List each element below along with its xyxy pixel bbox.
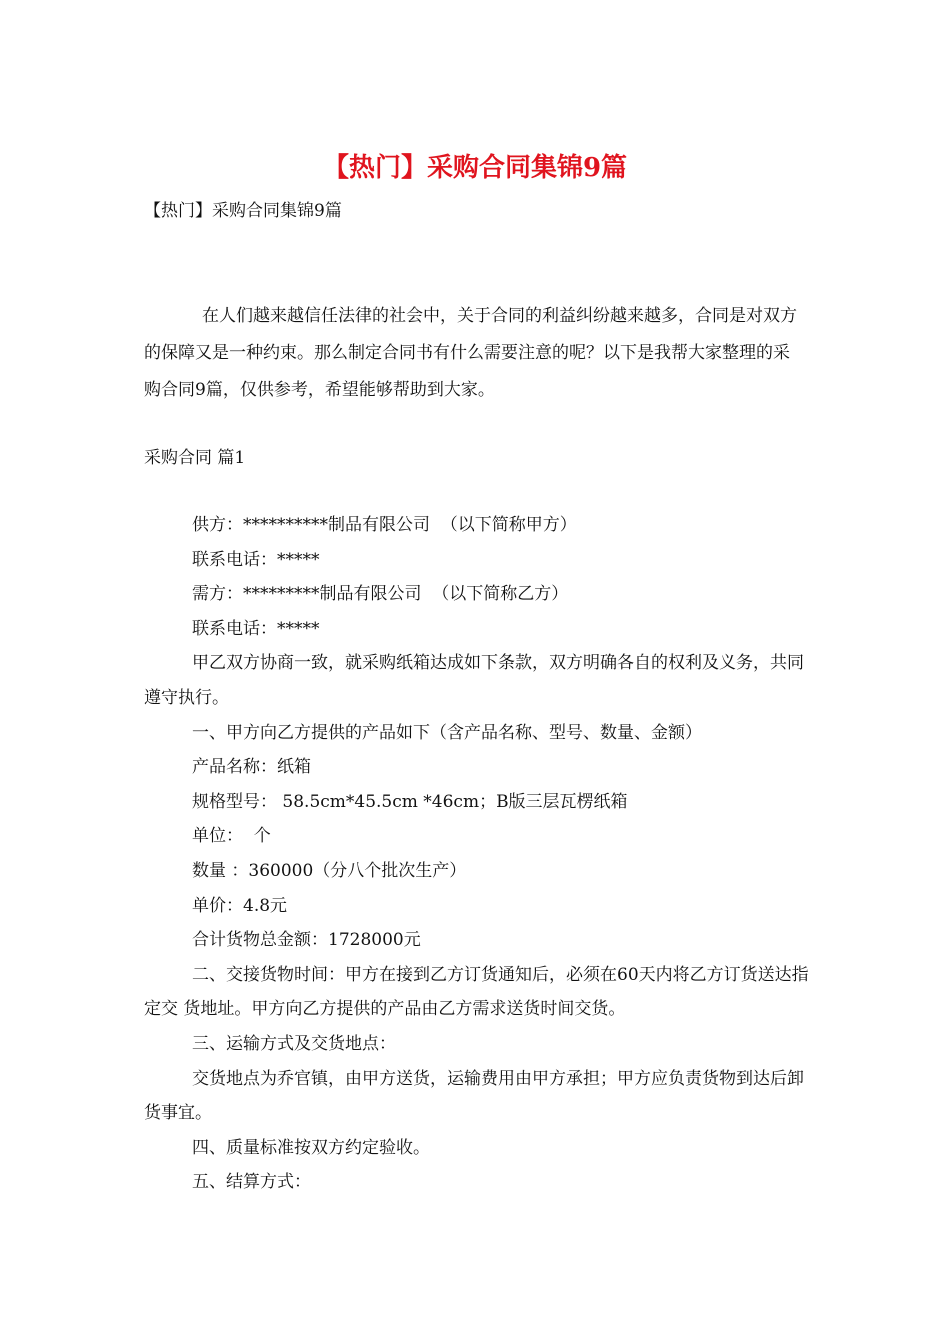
unit-line: 单位： 个	[192, 826, 271, 847]
contract-body	[144, 508, 812, 1200]
document-subtitle: 【热门】采购合同集锦9篇	[144, 201, 342, 221]
total-amount-line: 合计货物总金额：1728000元	[192, 930, 421, 951]
delivery-paragraph: 交货地点为乔官镇，由甲方送货，运输费用由甲方承担；甲方应负责货物到达后卸货事宜。	[144, 1068, 804, 1124]
spec-line: 规格型号： 58.5cm*45.5cm *46cm；B版三层瓦楞纸箱	[192, 791, 628, 812]
unit-price-line: 单价：4.8元	[192, 895, 288, 916]
supplier-line: 供方：**********制品有限公司 （以下简称甲方）	[192, 515, 577, 535]
clause-1-heading: 一、甲方向乙方提供的产品如下（含产品名称、型号、数量、金额）	[192, 722, 702, 743]
clause-2-paragraph: 二、交接货物时间：甲方在接到乙方订货通知后，必须在60天内将乙方订货送达指定交 货地址。甲方向乙方提供的产品由乙方需求送货时间交货。	[144, 964, 809, 1020]
quantity-line: 数量 ：360000（分八个批次生产）	[192, 860, 467, 881]
clause-5-heading: 五、结算方式：	[192, 1172, 311, 1193]
buyer-phone-line: 联系电话：*****	[192, 618, 320, 639]
supplier-phone-line: 联系电话：*****	[192, 549, 320, 570]
buyer-line: 需方：*********制品有限公司 （以下简称乙方）	[192, 584, 569, 605]
agreement-paragraph: 甲乙双方协商一致，就采购纸箱达成如下条款，双方明确各自的权利及义务，共同遵守执行。	[144, 653, 804, 708]
clause-3-heading: 三、运输方式及交货地点：	[192, 1033, 396, 1054]
section-heading: 采购合同 篇1	[144, 448, 246, 468]
product-name-line: 产品名称：纸箱	[192, 757, 311, 778]
document-title: 【热门】采购合同集锦9篇	[322, 153, 628, 183]
intro-paragraph: 在人们越来越信任法律的社会中，关于合同的利益纠纷越来越多，合同是对双方的保障又是一种约束。那么制定合同书有什么需要注意的呢？以下是我帮大家整理的采购合同9篇，仅供参考，希望能够帮助到大家。	[144, 306, 797, 400]
clause-4-line: 四、质量标准按双方约定验收。	[192, 1137, 430, 1158]
